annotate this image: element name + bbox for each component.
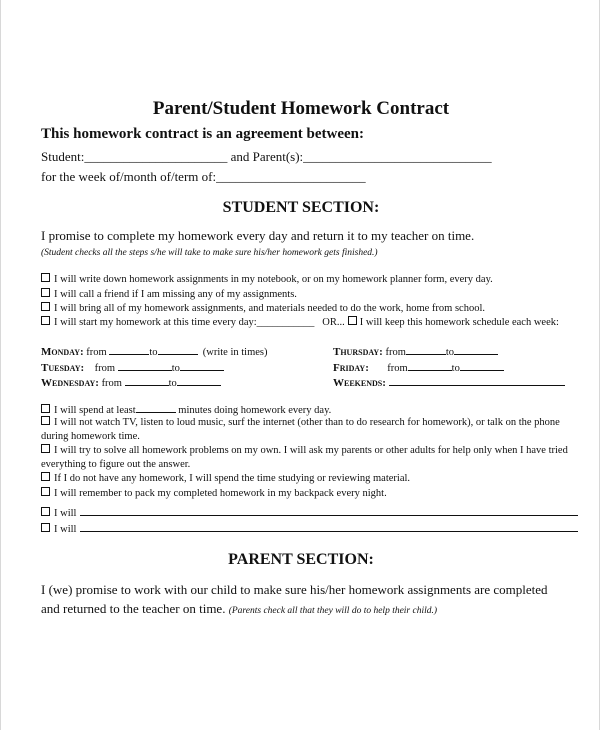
student-promise: I promise to complete my homework every day and return it to my teacher on time. xyxy=(41,228,475,243)
parent-promise: I (we) promise to work with our child to make sure his/her homework assignments are completed and returned to the teacher on time. xyxy=(41,582,548,616)
checkbox-icon[interactable] xyxy=(41,316,50,325)
wednesday-from-field[interactable] xyxy=(125,375,169,386)
week-field[interactable]: _______________________ xyxy=(216,169,366,184)
parent-label: and Parent(s): xyxy=(230,149,304,164)
checkbox-item-solve-alone[interactable]: I will try to solve all homework problems on my own. I will ask my parents or other adults for help only when I have tried everything to figure out the answer. xyxy=(41,445,568,470)
week-line xyxy=(41,169,366,185)
student-parent-line xyxy=(41,149,492,165)
schedule-weekends: Weekends: xyxy=(333,375,565,389)
checkbox-item-pack-homework[interactable]: I will remember to pack my completed homework in my backpack every night. xyxy=(41,487,581,501)
weekends-field[interactable] xyxy=(389,375,565,386)
minutes-field[interactable] xyxy=(136,402,176,413)
checkbox-icon[interactable] xyxy=(41,273,50,282)
student-label: Student: xyxy=(41,149,85,164)
checkbox-icon[interactable] xyxy=(41,444,50,453)
thursday-from-field[interactable] xyxy=(406,344,446,355)
checkbox-icon[interactable] xyxy=(41,507,50,516)
checkbox-item-write-down[interactable]: I will write down homework assignments in my notebook, or on my homework planner form, every day. xyxy=(41,273,581,287)
checkbox-item-no-homework[interactable]: If I do not have any homework, I will spend the time studying or reviewing material. xyxy=(41,472,581,486)
schedule-wednesday: Wednesday: from to xyxy=(41,375,221,389)
checkbox-item-start-time[interactable]: I will start my homework at this time every day:___________ OR... I will keep this homework schedule each week: xyxy=(41,316,581,330)
checkbox-icon[interactable] xyxy=(41,472,50,481)
checkbox-item-call-friend[interactable]: I will call a friend if I am missing any of my assignments. xyxy=(41,288,581,302)
agreement-heading: This homework contract is an agreement between: xyxy=(41,126,365,142)
custom-item-2-field[interactable] xyxy=(80,522,578,532)
page-title: Parent/Student Homework Contract xyxy=(152,98,450,119)
student-name-field[interactable]: ______________________ xyxy=(84,149,228,164)
custom-item-1[interactable]: I will xyxy=(41,506,578,519)
parent-note: (Parents check all that they will do to help their child.) xyxy=(228,606,438,616)
monday-from-field[interactable] xyxy=(109,344,149,355)
parent-section-heading: PARENT SECTION: xyxy=(228,551,374,568)
thursday-to-field[interactable] xyxy=(454,344,498,355)
schedule-tuesday: Tuesday: from to xyxy=(41,360,224,374)
checkbox-icon[interactable] xyxy=(41,404,50,413)
start-time-field[interactable]: ___________ xyxy=(256,317,315,328)
custom-item-1-field[interactable] xyxy=(80,506,578,516)
monday-to-field[interactable] xyxy=(158,344,198,355)
checkbox-icon[interactable] xyxy=(41,487,50,496)
tuesday-to-field[interactable] xyxy=(180,360,224,371)
schedule-friday: Friday: from to xyxy=(333,360,504,374)
friday-to-field[interactable] xyxy=(460,360,504,371)
wednesday-to-field[interactable] xyxy=(177,375,221,386)
tuesday-from-field[interactable] xyxy=(118,360,172,371)
checkbox-icon[interactable] xyxy=(41,302,50,311)
student-note: (Student checks all the steps s/he will take to make sure his/her homework gets finished.) xyxy=(41,248,378,258)
checkbox-icon[interactable] xyxy=(348,316,357,325)
custom-item-2[interactable]: I will xyxy=(41,522,578,535)
checkbox-item-spend-minutes[interactable]: I will spend at least minutes doing homework every day. xyxy=(41,402,581,418)
student-section-heading: STUDENT SECTION: xyxy=(222,199,380,216)
checkbox-item-bring-home[interactable]: I will bring all of my homework assignments, and materials needed to do the work, home from school. xyxy=(41,302,581,316)
friday-from-field[interactable] xyxy=(408,360,452,371)
schedule-monday: Monday: from to (write in times) xyxy=(41,346,268,358)
checkbox-item-no-tv[interactable]: I will not watch TV, listen to loud music, surf the internet (other than to do research for homework), or talk on the phone during homework time. xyxy=(41,417,560,442)
week-label: for the week of/month of/term of: xyxy=(41,169,217,184)
checkbox-icon[interactable] xyxy=(41,523,50,532)
checkbox-icon[interactable] xyxy=(41,288,50,297)
checkbox-icon[interactable] xyxy=(41,416,50,425)
schedule-thursday: Thursday: from to xyxy=(333,344,498,358)
parent-name-field[interactable]: _____________________________ xyxy=(303,149,492,164)
parent-promise-block xyxy=(41,580,561,621)
